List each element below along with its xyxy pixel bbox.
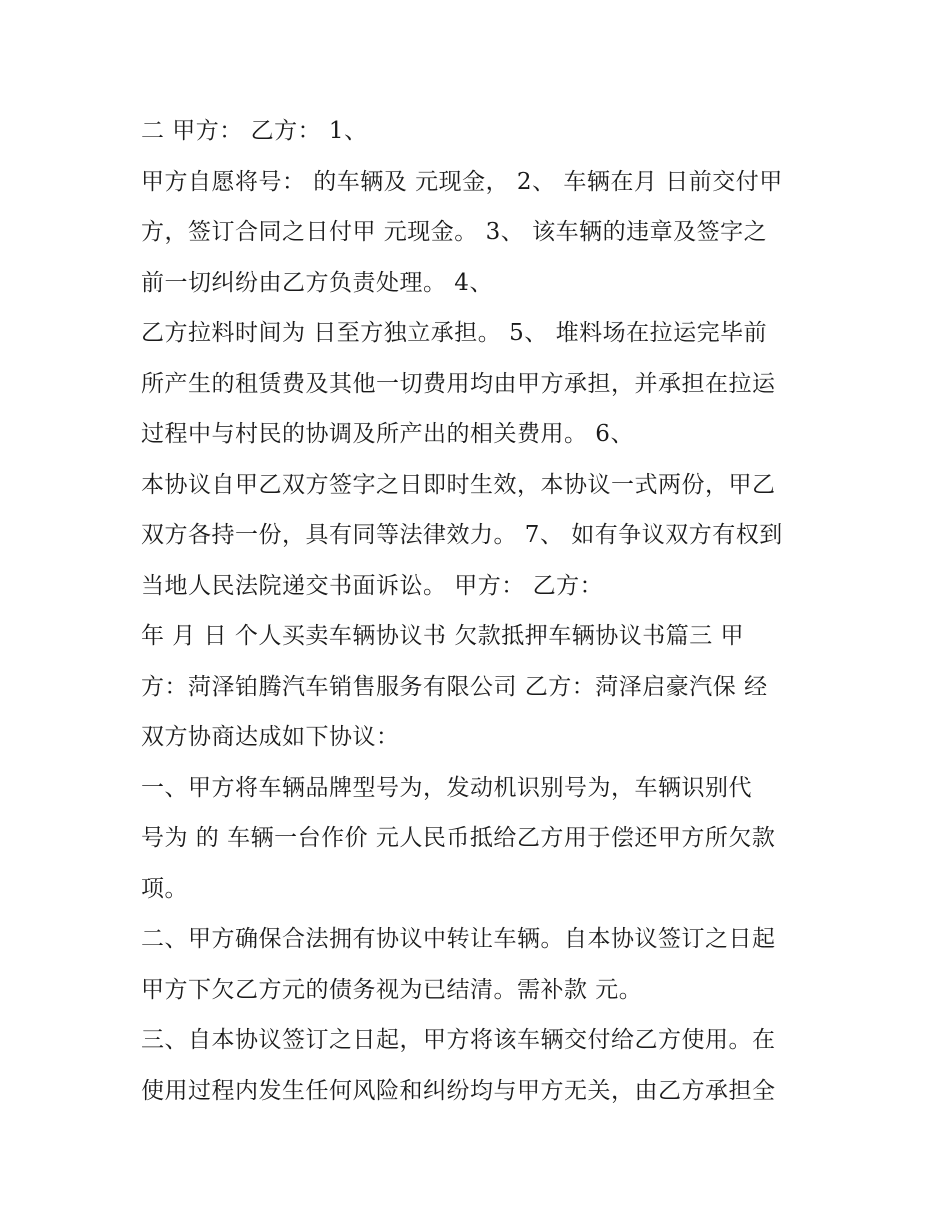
text-line: 双方各持一份，具有同等法律效力。 7、 如有争议双方有权到: [141, 522, 783, 548]
text-line: 项。: [141, 875, 188, 902]
text-line: 乙方拉料时间为 日至方独立承担。 5、 堆料场在拉运完毕前: [141, 320, 768, 346]
text-line: 甲方自愿将号： 的车辆及 元现金， 2、 车辆在月 日前交付甲: [141, 168, 783, 195]
text-line: 一、甲方将车辆品牌型号为，发动机识别号为，车辆识别代: [141, 774, 752, 801]
text-line: 方：菏泽铂腾汽车销售服务有限公司 乙方：菏泽启豪汽保 经: [141, 673, 768, 700]
text-line: 号为 的 车辆一台作价 元人民币抵给乙方用于偿还甲方所欠款: [141, 825, 776, 851]
text-line: 甲方下欠乙方元的债务视为已结清。需补款 元。: [141, 976, 643, 1003]
document-body: [141, 111, 821, 1111]
text-line: 三、自本协议签订之日起，甲方将该车辆交付给乙方使用。在: [141, 1027, 776, 1053]
text-line: 二 甲方： 乙方： 1、: [141, 118, 368, 144]
text-line: 二、甲方确保合法拥有协议中转让车辆。自本协议签订之日起: [141, 926, 776, 952]
text-line: 过程中与村民的协调及所产出的相关费用。 6、: [141, 421, 634, 447]
text-line: 使用过程内发生任何风险和纠纷均与甲方无关，由乙方承担全: [141, 1077, 776, 1104]
text-line: 双方协商达成如下协议：: [141, 724, 400, 750]
text-line: 年 月 日 个人买卖车辆协议书 欠款抵押车辆协议书篇三 甲: [141, 623, 745, 649]
text-line: 方，签订合同之日付甲 元现金。 3、 该车辆的违章及签字之: [141, 219, 768, 245]
text-line: 当地人民法院递交书面诉讼。 甲方： 乙方：: [141, 572, 604, 599]
text-line: 前一切纠纷由乙方负责处理。 4、: [141, 269, 493, 296]
text-line: 所产生的租赁费及其他一切费用均由甲方承担，并承担在拉运: [141, 370, 776, 397]
text-line: 本协议自甲乙双方签字之日即时生效，本协议一式两份，甲乙: [141, 471, 776, 498]
